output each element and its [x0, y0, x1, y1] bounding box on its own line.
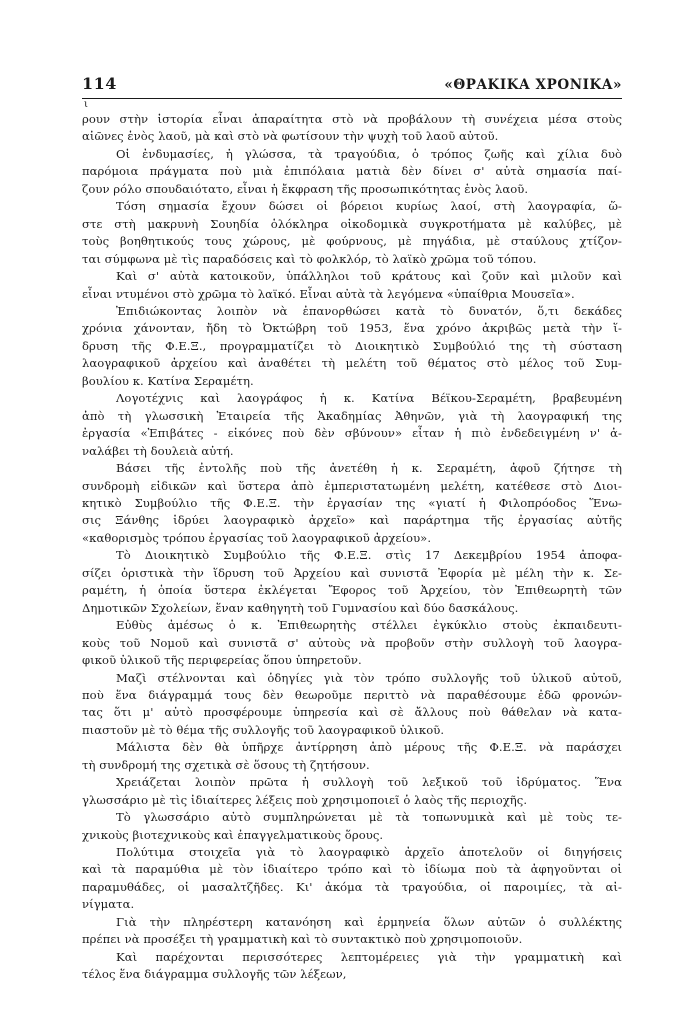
text-line: Χρειάζεται λοιπὸν πρῶτα ἡ συλλογὴ τοῦ λεξικοῦ τοῦ ἰδρύματος. Ἕνα: [116, 775, 622, 790]
text-line: πιαστοῦν μὲ τὸ θέμα τῆς συλλογῆς τοῦ λαογραφικοῦ ὑλικοῦ.: [82, 722, 445, 737]
text-line: ποὺ ἕνα διάγραμμά τους δὲν θεωροῦμε περιττὸ νὰ παραθέσουμε ἐδῶ φρονών-: [82, 687, 622, 702]
text-line: ρουν στὴν ἱστορία εἶναι ἀπαραίτητα στὸ νὰ προβάλουν τὴ συνέχεια μέσα στοὺς: [82, 112, 622, 126]
text-line: σίζει ὁριστικὰ τὴν ἵδρυση τοῦ Ἀρχείου καὶ συνιστᾶ Ἐφορία μὲ μέλη τὴν κ. Σε-: [82, 565, 622, 580]
stray-mark: ι: [84, 99, 88, 110]
text-line: τὴ συνδρομή της σχετικὰ σὲ ὅσους τὴ ζητήσουν.: [82, 757, 370, 772]
text-line: αἰῶνες ἑνὸς λαοῦ, μὰ καὶ στὸ νὰ φωτίσουν τὴν ψυχὴ τοῦ λαοῦ αὐτοῦ.: [82, 129, 499, 144]
text-line: Λογοτέχνις καὶ λαογράφος ἡ κ. Κατίνα Βέϊκου-Σεραμέτη, βραβευμένη: [116, 391, 622, 406]
text-line: ναλάβει τὴ δουλειὰ αὐτή.: [82, 443, 234, 458]
journal-title: «ΘΡΑΚΙΚΑ ΧΡΟΝΙΚΑ»: [444, 77, 622, 93]
text-line: Βάσει τῆς ἐντολῆς ποὺ τῆς ἀνετέθη ἡ κ. Σεραμέτη, ἀφοῦ ζήτησε τὴ: [116, 461, 622, 476]
text-line: Γιὰ τὴν πληρέστερη κατανόηση καὶ ἑρμηνεία ὅλων αὐτῶν ὁ συλλέκτης: [116, 914, 622, 929]
text-line: ται σύμφωνα μὲ τὶς παραδόσεις καὶ τὸ φολκλόρ, τὸ λαϊκὸ χρῶμα τοῦ τόπου.: [82, 251, 537, 266]
header-rule: [82, 98, 622, 99]
text-line: Τόση σημασία ἔχουν δώσει οἱ βόρειοι κυρίως λαοί, στὴ λαογραφία, ὥ-: [116, 199, 622, 214]
text-line: γλωσσάριο μὲ τὶς ἰδιαίτερες λέξεις ποὺ χρησιμοποιεῖ ὁ λαὸς τῆς περιοχῆς.: [82, 792, 528, 807]
text-line: τοὺς βοηθητικούς τους χώρους, μὲ φούρνους, μὲ πηγάδια, μὲ σταύλους χτίζον-: [82, 234, 622, 249]
text-line: ραμέτη, ἡ ὁποία ὕστερα ἐκλέγεται Ἔφορος τοῦ Ἀρχείου, τὸν Ἐπιθεωρητὴ τῶν: [82, 583, 622, 598]
text-line: κοὺς τοῦ Νομοῦ καὶ συνιστᾶ σ' αὐτοὺς νὰ προβοῦν στὴν συλλογὴ τοῦ λαογρα-: [82, 635, 622, 650]
text-line: κητικὸ Συμβούλιο τῆς Φ.Ε.Ξ. τὴν ἐργασίαν της «γιατί ἡ Φιλοπρόοδος Ἕνω-: [82, 495, 622, 510]
text-line: παρόμοια πράγματα ποὺ μιὰ ἐπιπόλαια ματιὰ δὲν δίνει σ' αὐτὰ σημασία παί-: [82, 164, 622, 179]
text-line: βουλίου κ. Κατίνα Σεραμέτη.: [82, 373, 254, 388]
text-line: πρέπει νὰ προσέξει τὴ γραμματικὴ καὶ τὸ συντακτικὸ ποὺ χρησιμοποιοῦν.: [82, 932, 523, 947]
text-line: σις Ξάνθης ἱδρύει λαογραφικὸ ἀρχεῖο» καὶ παράρτημα τῆς ἐργασίας αὐτῆς: [82, 513, 622, 528]
page: [82, 74, 622, 984]
text-line: Τὸ γλωσσάριο αὐτὸ συμπληρώνεται μὲ τὰ τοπωνυμικὰ καὶ μὲ τοὺς τε-: [116, 810, 622, 825]
text-line: Οἱ ἐνδυμασίες, ἡ γλώσσα, τὰ τραγούδια, ὁ τρόπος ζωῆς καὶ χίλια δυὸ: [116, 146, 622, 161]
text-line: φικοῦ ὑλικοῦ τῆς περιφερείας ὅπου ὑπηρετοῦν.: [82, 653, 362, 668]
text-line: παραμυθάδες, οἱ μασαλτζῆδες. Κι' ἀκόμα τὰ τραγούδια, οἱ παροιμίες, τὰ αἰ-: [82, 879, 622, 894]
text-line: Μαζὶ στέλνονται καὶ ὁδηγίες γιὰ τὸν τρόπο συλλογῆς τοῦ ὑλικοῦ αὐτοῦ,: [116, 670, 622, 685]
text-line: Τὸ Διοικητικὸ Συμβούλιο τῆς Φ.Ε.Ξ. στὶς 17 Δεκεμβρίου 1954 ἀποφα-: [116, 548, 622, 563]
text-line: «καθορισμὸς τρόπου ἐργασίας τοῦ λαογραφικοῦ ἀρχείου».: [82, 530, 432, 545]
text-line: Καὶ σ' αὐτὰ κατοικοῦν, ὑπάλληλοι τοῦ κράτους καὶ ζοῦν καὶ μιλοῦν καὶ: [116, 269, 622, 284]
text-line: τέλος ἕνα διάγραμμα συλλογῆς τῶν λέξεων,: [82, 967, 347, 982]
text-line: Ἐπιδιώκοντας λοιπὸν νὰ ἐπανορθώσει κατὰ τὸ δυνατόν, ὅ,τι δεκάδες: [116, 303, 622, 318]
text-line: συνδρομὴ εἰδικῶν καὶ ὕστερα ἀπὸ ἐμπεριστατωμένη μελέτη, κατέθεσε στὸ Διοι-: [82, 478, 622, 493]
text-line: ἐργασία «Ἐπιβάτες - εἰκόνες ποὺ δὲν σβύνουν» εἶταν ἡ πιὸ ἐνδεδειγμένη ν' ἀ-: [82, 426, 622, 441]
text-line: στε στὴ μακρυνὴ Σουηδία ὁλόκληρα οἰκοδομικὰ συγκροτήματα μὲ καλύβες, μὲ: [82, 216, 622, 231]
text-line: νίγματα.: [82, 897, 135, 912]
text-line: χνικοὺς βιοτεχνικοὺς καὶ ἐπαγγελματικοὺς ὅρους.: [82, 827, 384, 842]
text-line: ἀπὸ τὴ γλωσσικὴ Ἑταιρεία τῆς Ἀκαδημίας Ἀθηνῶν, γιὰ τὴ λαογραφική της: [82, 408, 622, 423]
text-line: Δημοτικῶν Σχολείων, ἕναν καθηγητὴ τοῦ Γυμνασίου καὶ δύο δασκάλους.: [82, 600, 519, 615]
text-line: καὶ τὰ παραμύθια μὲ τὸν ἰδιαίτερο τρόπο καὶ τὸ ἰδίωμα ποὺ τὰ ἀφηγοῦνται οἱ: [82, 862, 622, 877]
text-line: χρόνια χάνονταν, ἤδη τὸ Ὀκτώβρη τοῦ 1953, ἕνα χρόνο ἀκριβῶς μετὰ τὴν ἵ-: [82, 321, 622, 336]
text-line: Μάλιστα δὲν θὰ ὑπῆρχε ἀντίρρηση ἀπὸ μέρους τῆς Φ.Ε.Ξ. νὰ παράσχει: [116, 740, 622, 755]
text-line: Καὶ παρέχονται περισσότερες λεπτομέρειες γιὰ τὴν γραμματικὴ καὶ: [116, 949, 622, 964]
text-line: ζουν ρόλο σπουδαιότατο, εἶναι ἡ ἔκφραση τῆς προσωπικότητας ἑνὸς λαοῦ.: [82, 181, 529, 196]
text-line: δρυση τῆς Φ.Ε.Ξ., προγραμματίζει τὸ Διοικητικὸ Συμβούλιό της τὴ σύσταση: [82, 338, 622, 353]
running-head: [82, 74, 622, 96]
text-line: Εὐθὺς ἀμέσως ὁ κ. Ἐπιθεωρητὴς στέλλει ἐγκύκλιο στοὺς ἐκπαιδευτι-: [116, 618, 622, 633]
text-line: Πολύτιμα στοιχεῖα γιὰ τὸ λαογραφικὸ ἀρχεῖο ἀποτελοῦν οἱ διηγήσεις: [116, 845, 622, 860]
text-line: λαογραφικοῦ ἀρχείου καὶ ἀναθέτει τὴ μελέτη τοῦ θέματος στὸ μέλος τοῦ Συμ-: [82, 356, 622, 371]
text-line: εἶναι ντυμένοι στὸ χρῶμα τὸ λαϊκό. Εἶναι αὐτὰ τὰ λεγόμενα «ὑπαίθρια Μουσεῖα».: [82, 286, 575, 301]
page-number: 114: [82, 74, 117, 93]
text-line: τας ὅτι μ' αὐτὸ προσφέρουμε ὑπηρεσία καὶ σὲ ἄλλους ποὺ θάθελαν νὰ κατα-: [82, 705, 622, 720]
body-text: [82, 111, 622, 984]
